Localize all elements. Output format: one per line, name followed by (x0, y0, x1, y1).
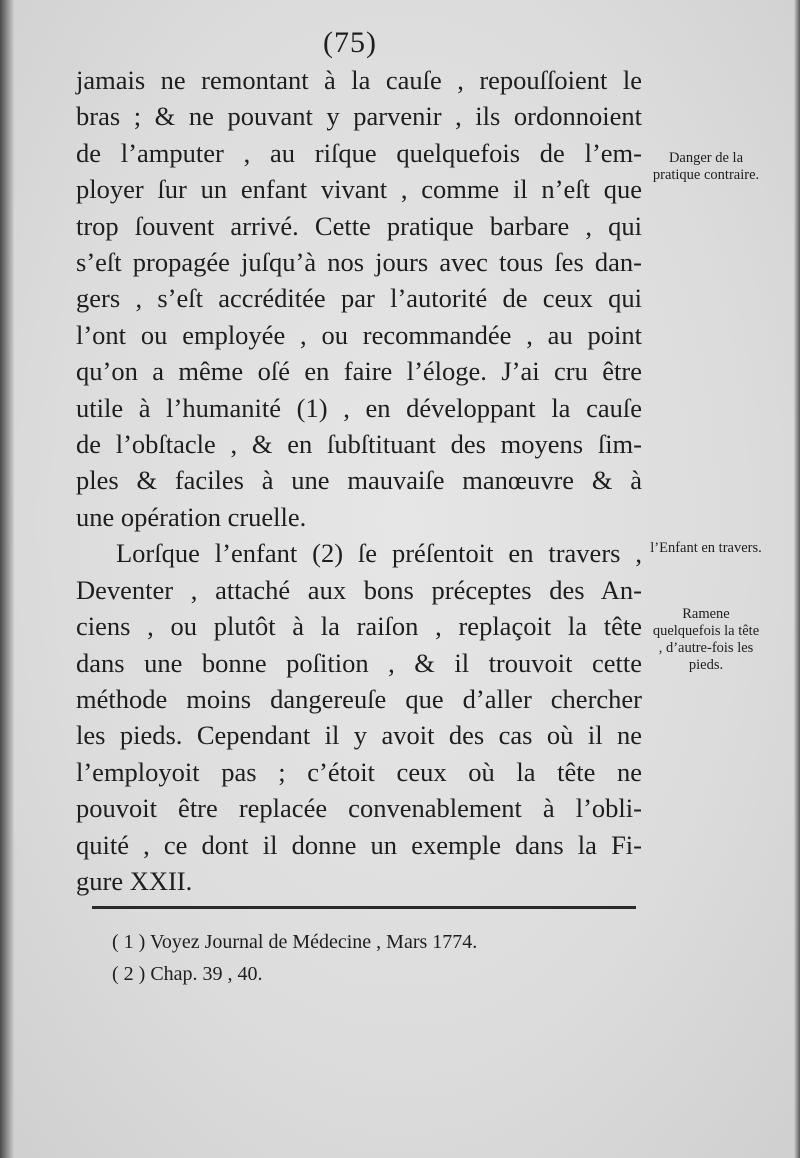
margin-note-danger: Danger de la pratique contraire. (652, 150, 760, 183)
page-number: (75) (323, 26, 377, 59)
text-line: bras ; & ne pouvant y parvenir , ils ordonnoient (76, 101, 642, 132)
text-line: utile à l’humanité (1) , en développant la cauſe (76, 392, 642, 423)
paragraph-1 (76, 62, 642, 535)
footnote-2: ( 2 ) Chap. 39 , 40. (112, 963, 263, 985)
footnote-rule (92, 906, 636, 909)
text-line: gure XXII. (76, 865, 193, 896)
text-line: ples & faciles à une mauvaiſe manœuvre & à (76, 465, 642, 496)
text-line: jamais ne remontant à la cauſe , repouſſoient le (76, 65, 642, 95)
text-line: de l’amputer , au riſque quelquefois de l’em- (76, 137, 642, 168)
text-line: ployer ſur un enfant vivant , comme il n’eſt que (76, 174, 642, 205)
text-line: de l’obſtacle , & en ſubſtituant des moyens ſim- (76, 429, 642, 460)
page-right-edge-shadow (794, 0, 800, 1158)
page-left-edge-shadow (0, 0, 14, 1158)
text-line: gers , s’eſt accréditée par l’autorité de ceux qui (76, 283, 642, 314)
text-line: ciens , ou plutôt à la raiſon , replaçoit la tête (76, 611, 642, 642)
footnote-1: ( 1 ) Voyez Journal de Médecine , Mars 1774. (112, 931, 478, 953)
text-line: trop ſouvent arrivé. Cette pratique barbare , qui (76, 210, 642, 241)
paragraph-2 (76, 535, 642, 899)
footnotes (112, 926, 477, 990)
text-line: dans une bonne poſition , & il trouvoit cette (76, 647, 642, 678)
margin-note-ramene: Ramene quelquefois la tête , d’autre-fois les pieds. (652, 606, 760, 673)
text-line: s’eſt propagée juſqu’à nos jours avec tous ſes dan- (76, 247, 642, 278)
text-line: quité , ce dont il donne un exemple dans la Fi- (76, 829, 642, 860)
text-line: Lorſque l’enfant (2) ſe préſentoit en travers , (116, 538, 642, 569)
text-line: les pieds. Cependant il y avoit des cas où il ne (76, 720, 642, 751)
text-line: l’ont ou employée , ou recommandée , au point (76, 319, 642, 350)
text-line: Deventer , attaché aux bons préceptes des An- (76, 574, 642, 605)
text-line: une opération cruelle. (76, 501, 307, 532)
text-line: l’employoit pas ; c’étoit ceux où la tête ne (76, 756, 642, 787)
text-line: qu’on a même oſé en faire l’éloge. J’ai cru être (76, 356, 642, 387)
margin-note-enfant-travers: l’Enfant en travers. (650, 540, 762, 556)
text-line: pouvoit être replacée convenablement à l’obli- (76, 793, 642, 824)
main-text (76, 62, 642, 899)
text-line: méthode moins dangereuſe que d’aller chercher (76, 683, 642, 714)
